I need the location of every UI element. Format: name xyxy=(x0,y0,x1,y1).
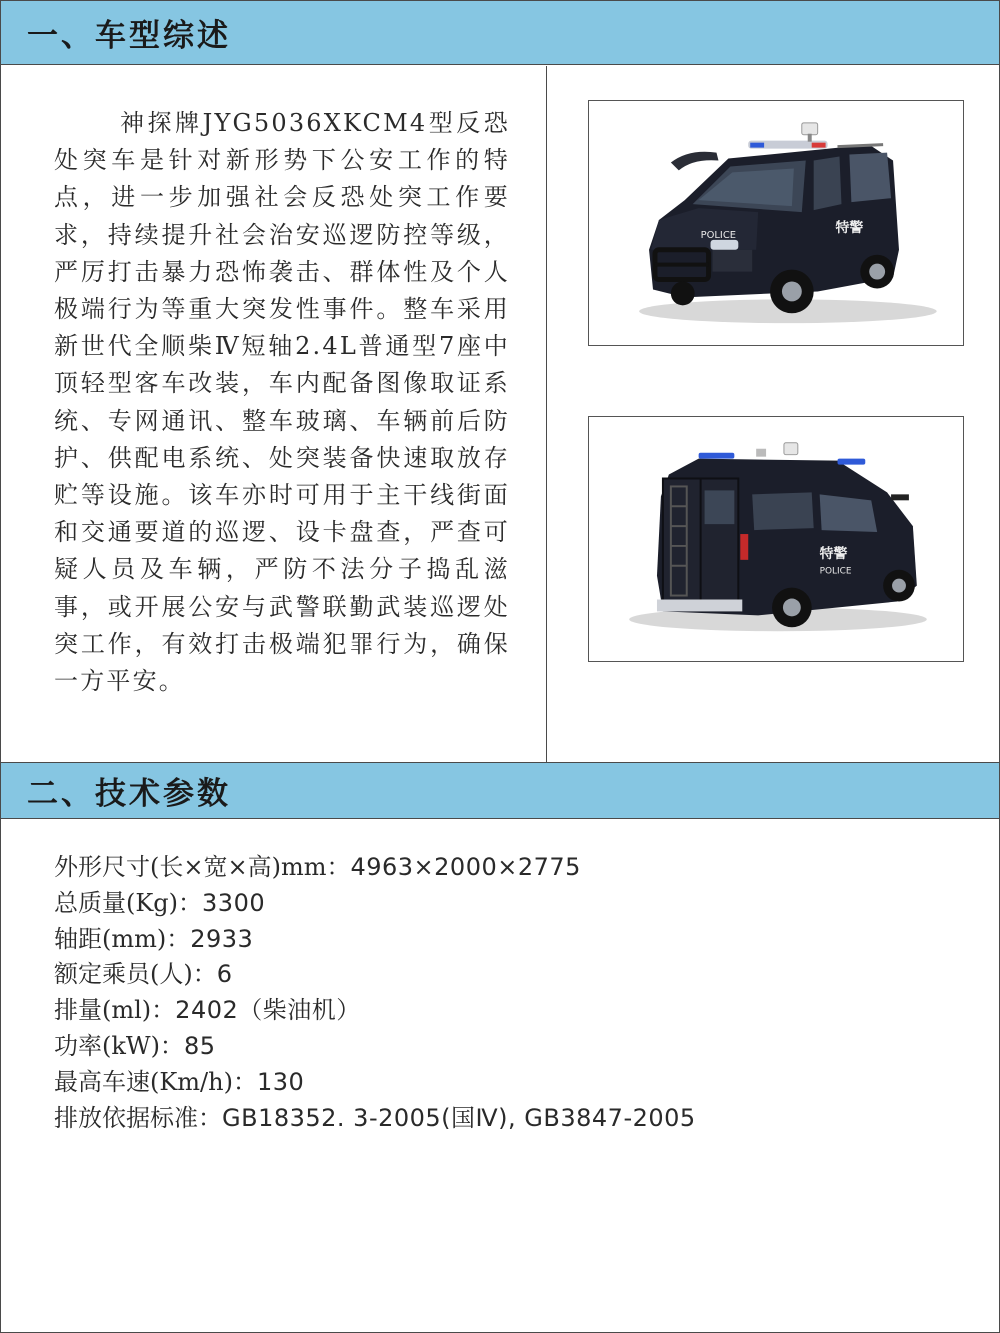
spec-value: 6 xyxy=(216,960,233,989)
spec-row-dimensions xyxy=(54,850,954,886)
spec-label: 总质量(Kg)： xyxy=(54,888,203,917)
column-divider xyxy=(546,66,547,762)
rear-side-badge-police: POLICE xyxy=(819,566,852,577)
spec-value: 3300 xyxy=(202,888,266,917)
front-badge-police: POLICE xyxy=(700,229,737,241)
rear-side-badge-special-police: 特警 xyxy=(819,545,848,562)
spec-value: GB18352. 3-2005(国Ⅳ), GB3847-2005 xyxy=(222,1103,696,1132)
police-van-rear-illustration xyxy=(589,417,963,661)
section-title-overview: 一、车型综述 xyxy=(27,18,231,54)
overview-text-block xyxy=(54,105,510,700)
police-van-front-illustration xyxy=(589,101,963,345)
spec-value: 2402（柴油机） xyxy=(175,996,361,1025)
overview-paragraph: 神探牌JYG5036XKCM4型反恐处突车是针对新形势下公安工作的特点，进一步加强社会反恐处突工作要求，持续提升社会治安巡逻防控等级，严厉打击暴力恐怖袭击、群体性及个人极端行为等重大突发性事件。整车采用新世代全顺柴Ⅳ短轴2.4L普通型7座中顶轻型客车改装，车内配备图像取证系统、专网通讯、整车玻璃、车辆前后防护、供配电系统、处突装备快速取放存贮等设施。该车亦时可用于主干线街面和交通要道的巡逻、设卡盘查，严查可疑人员及车辆，严防不法分子捣乱滋事，或开展公安与武警联勤武装巡逻处突工作，有效打击极端犯罪行为，确保一方平安。 xyxy=(54,109,510,696)
spec-row-gross-mass xyxy=(54,886,954,922)
spec-row-displacement xyxy=(54,993,954,1029)
section-title-specs: 二、技术参数 xyxy=(27,776,231,812)
spec-row-wheelbase xyxy=(54,922,954,958)
spec-row-power xyxy=(54,1029,954,1065)
spec-value: 130 xyxy=(256,1067,305,1096)
spec-list xyxy=(54,850,954,1136)
spec-label: 排放依据标准： xyxy=(54,1103,222,1132)
spec-label: 排量(ml)： xyxy=(54,996,176,1025)
spec-row-emission-standard xyxy=(54,1101,954,1137)
spec-row-seating xyxy=(54,957,954,993)
vehicle-photo-front xyxy=(588,100,964,346)
vehicle-photo-rear xyxy=(588,416,964,662)
spec-row-top-speed xyxy=(54,1065,954,1101)
spec-label: 最高车速(Km/h)： xyxy=(54,1067,257,1096)
spec-value: 85 xyxy=(183,1031,216,1060)
section-header-overview xyxy=(1,1,999,65)
spec-label: 轴距(mm)： xyxy=(54,924,191,953)
spec-label: 额定乘员(人)： xyxy=(54,960,217,989)
side-badge-special-police: 特警 xyxy=(835,219,864,236)
spec-value: 2933 xyxy=(190,924,254,953)
spec-label: 功率(kW)： xyxy=(54,1031,184,1060)
spec-value: 4963×2000×2775 xyxy=(350,853,581,881)
spec-label: 外形尺寸(长×宽×高)mm： xyxy=(54,853,351,881)
section-header-specs xyxy=(1,762,999,819)
